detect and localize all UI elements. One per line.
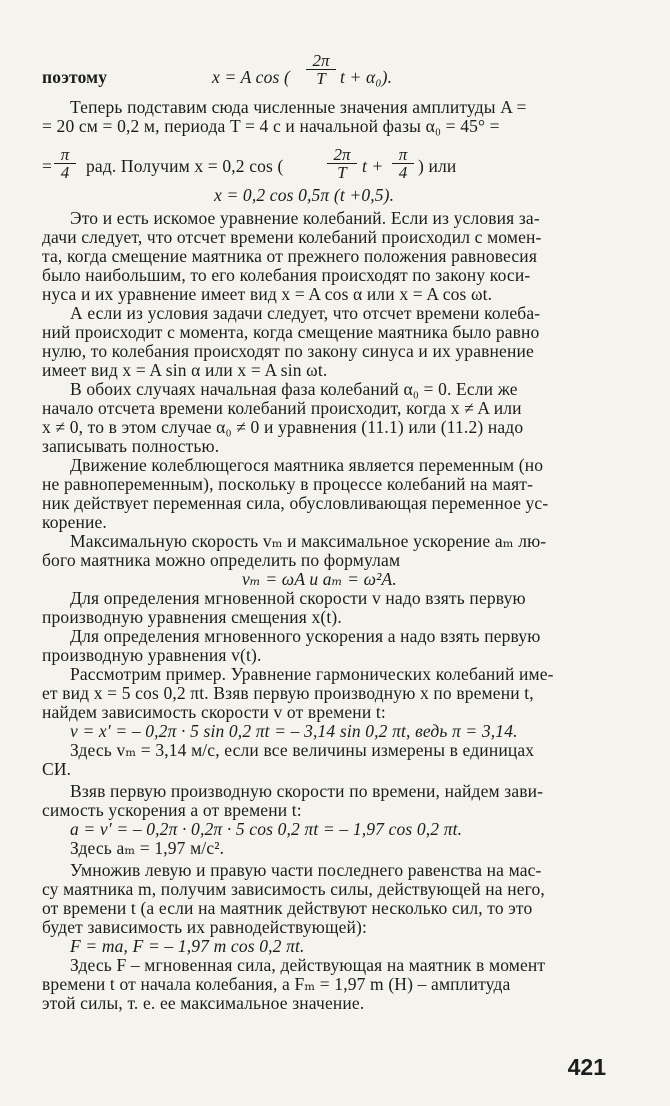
fraction-pi-over-4 [54,146,76,182]
paragraph-line: В обоих случаях начальная фаза колебаний α₀ = 0. Если же [70,379,518,399]
formula-line: a = v′ = – 0,2π · 0,2π · 5 cos 0,2 πt = – 1,97 cos 0,2 πt. [70,819,463,839]
fraction-pi-over-4 [392,146,414,182]
page-number: 421 [567,1054,606,1080]
frac-num: 2π [306,52,336,70]
paragraph-line: времени t от начала колебания, а Fₘ = 1,97 m (Н) – амплитуда [42,974,511,994]
paragraph-line: Для определения мгновенного ускорения a надо взять первую [70,626,541,646]
paragraph-line: Умножив левую и правую части последнего равенства на мас- [70,860,542,880]
paragraph-line: Теперь подставим сюда численные значения амплитуды A = [70,97,527,117]
paragraph-line: Движение колеблющегося маятника является переменным (но [70,455,544,475]
frac-den: 4 [60,163,70,182]
paragraph-line: производную уравнения v(t). [42,645,262,665]
paragraph-line: Это и есть искомое уравнение колебаний. Если из условия за- [70,208,540,228]
paragraph-line: СИ. [42,759,72,779]
paragraph-line: корение. [42,512,107,532]
paragraph-line: ний происходит с момента, когда смещение маятника было равно [42,322,540,342]
paragraph-line: записывать полностью. [42,436,220,456]
paragraph-line: нулю, то колебания происходят по закону синуса и их уравнение [42,341,534,361]
paragraph-line: Для определения мгновенной скорости v надо взять первую [70,588,526,608]
paragraph-line: начало отсчета времени колебаний происходит, когда x ≠ A или [42,398,522,418]
paragraph-line: производную уравнения смещения x(t). [42,607,342,627]
frac-den: T [337,163,347,182]
formula-right: ) или [418,156,457,176]
paragraph-line: та, когда смещение маятника от прежнего положения равновесия [42,246,538,266]
frac-num: π [54,146,76,164]
frac-den: 4 [398,163,408,182]
formula-line: x = 0,2 cos 0,5π (t +0,5). [214,185,395,205]
lead-word: поэтому [42,67,108,87]
frac-num: π [392,146,414,164]
paragraph-line: су маятника m, получим зависимость силы, действующей на него, [42,879,545,899]
paragraph-line: найдем зависимость скорости v от времени t: [42,702,386,722]
formula-line: F = ma, F = – 1,97 m cos 0,2 πt. [70,936,305,956]
paragraph-line: Здесь aₘ = 1,97 м/с². [70,838,225,858]
paragraph-line: бого маятника можно определить по формулам [42,550,401,570]
formula-right: t + α₀). [340,67,393,87]
paragraph-line: x ≠ 0, то в этом случае α₀ ≠ 0 и уравнения (11.1) или (11.2) надо [42,417,524,437]
paragraph-line: Максимальную скорость vₘ и максимальное ускорение aₘ лю- [70,531,547,551]
paragraph-line: симость ускорения a от времени t: [42,800,302,820]
formula-mid: t + [362,156,384,176]
paragraph-line: ник действует переменная сила, обусловливающая переменное ус- [42,493,549,513]
formula-left: x = A cos ( [212,67,290,87]
formula-line: v = x′ = – 0,2π · 5 sin 0,2 πt = – 3,14 sin 0,2 πt, ведь π = 3,14. [70,721,518,741]
paragraph-line: имеет вид x = A sin α или x = A sin ωt. [42,360,328,380]
frac-num: 2π [327,146,357,164]
paragraph-line: Здесь F – мгновенная сила, действующая на маятник в момент [70,955,546,975]
paragraph-line: = 20 см = 0,2 м, периода T = 4 с и начальной фазы α₀ = 45° = [42,116,500,136]
paragraph-line: этой силы, т. е. ее максимальное значение. [42,993,365,1013]
paragraph-line: Рассмотрим пример. Уравнение гармонических колебаний име- [70,664,554,684]
paragraph-line: нуса и их уравнение имеет вид x = A cos α или x = A cos ωt. [42,284,493,304]
frac-den: T [316,69,326,88]
formula-line: vₘ = ωA и aₘ = ω²A. [242,569,397,589]
paragraph-line: А если из условия задачи следует, что отсчет времени колеба- [70,303,541,323]
formula-left: рад. Получим x = 0,2 cos ( [86,156,284,176]
paragraph-line: от времени t (а если на маятник действуют несколько сил, то это [42,898,533,918]
paragraph-line: не равнопеременным), поскольку в процессе колебаний на маят- [42,474,534,494]
paragraph-line: Взяв первую производную скорости по времени, найдем зави- [70,781,544,801]
equals-sign: = [42,156,53,176]
paragraph-line: дачи следует, что отсчет времени колебаний происходил с момен- [42,227,542,247]
fraction-2pi-over-T [306,52,336,88]
fraction-2pi-over-T [327,146,357,182]
paragraph-line: ет вид x = 5 cos 0,2 πt. Взяв первую производную x по времени t, [42,683,534,703]
paragraph-line: будет зависимость их равнодействующей): [42,917,368,937]
paragraph-line: было наибольшим, то его колебания происходят по закону коси- [42,265,531,285]
paragraph-line: Здесь vₘ = 3,14 м/с, если все величины измерены в единицах [70,740,535,760]
